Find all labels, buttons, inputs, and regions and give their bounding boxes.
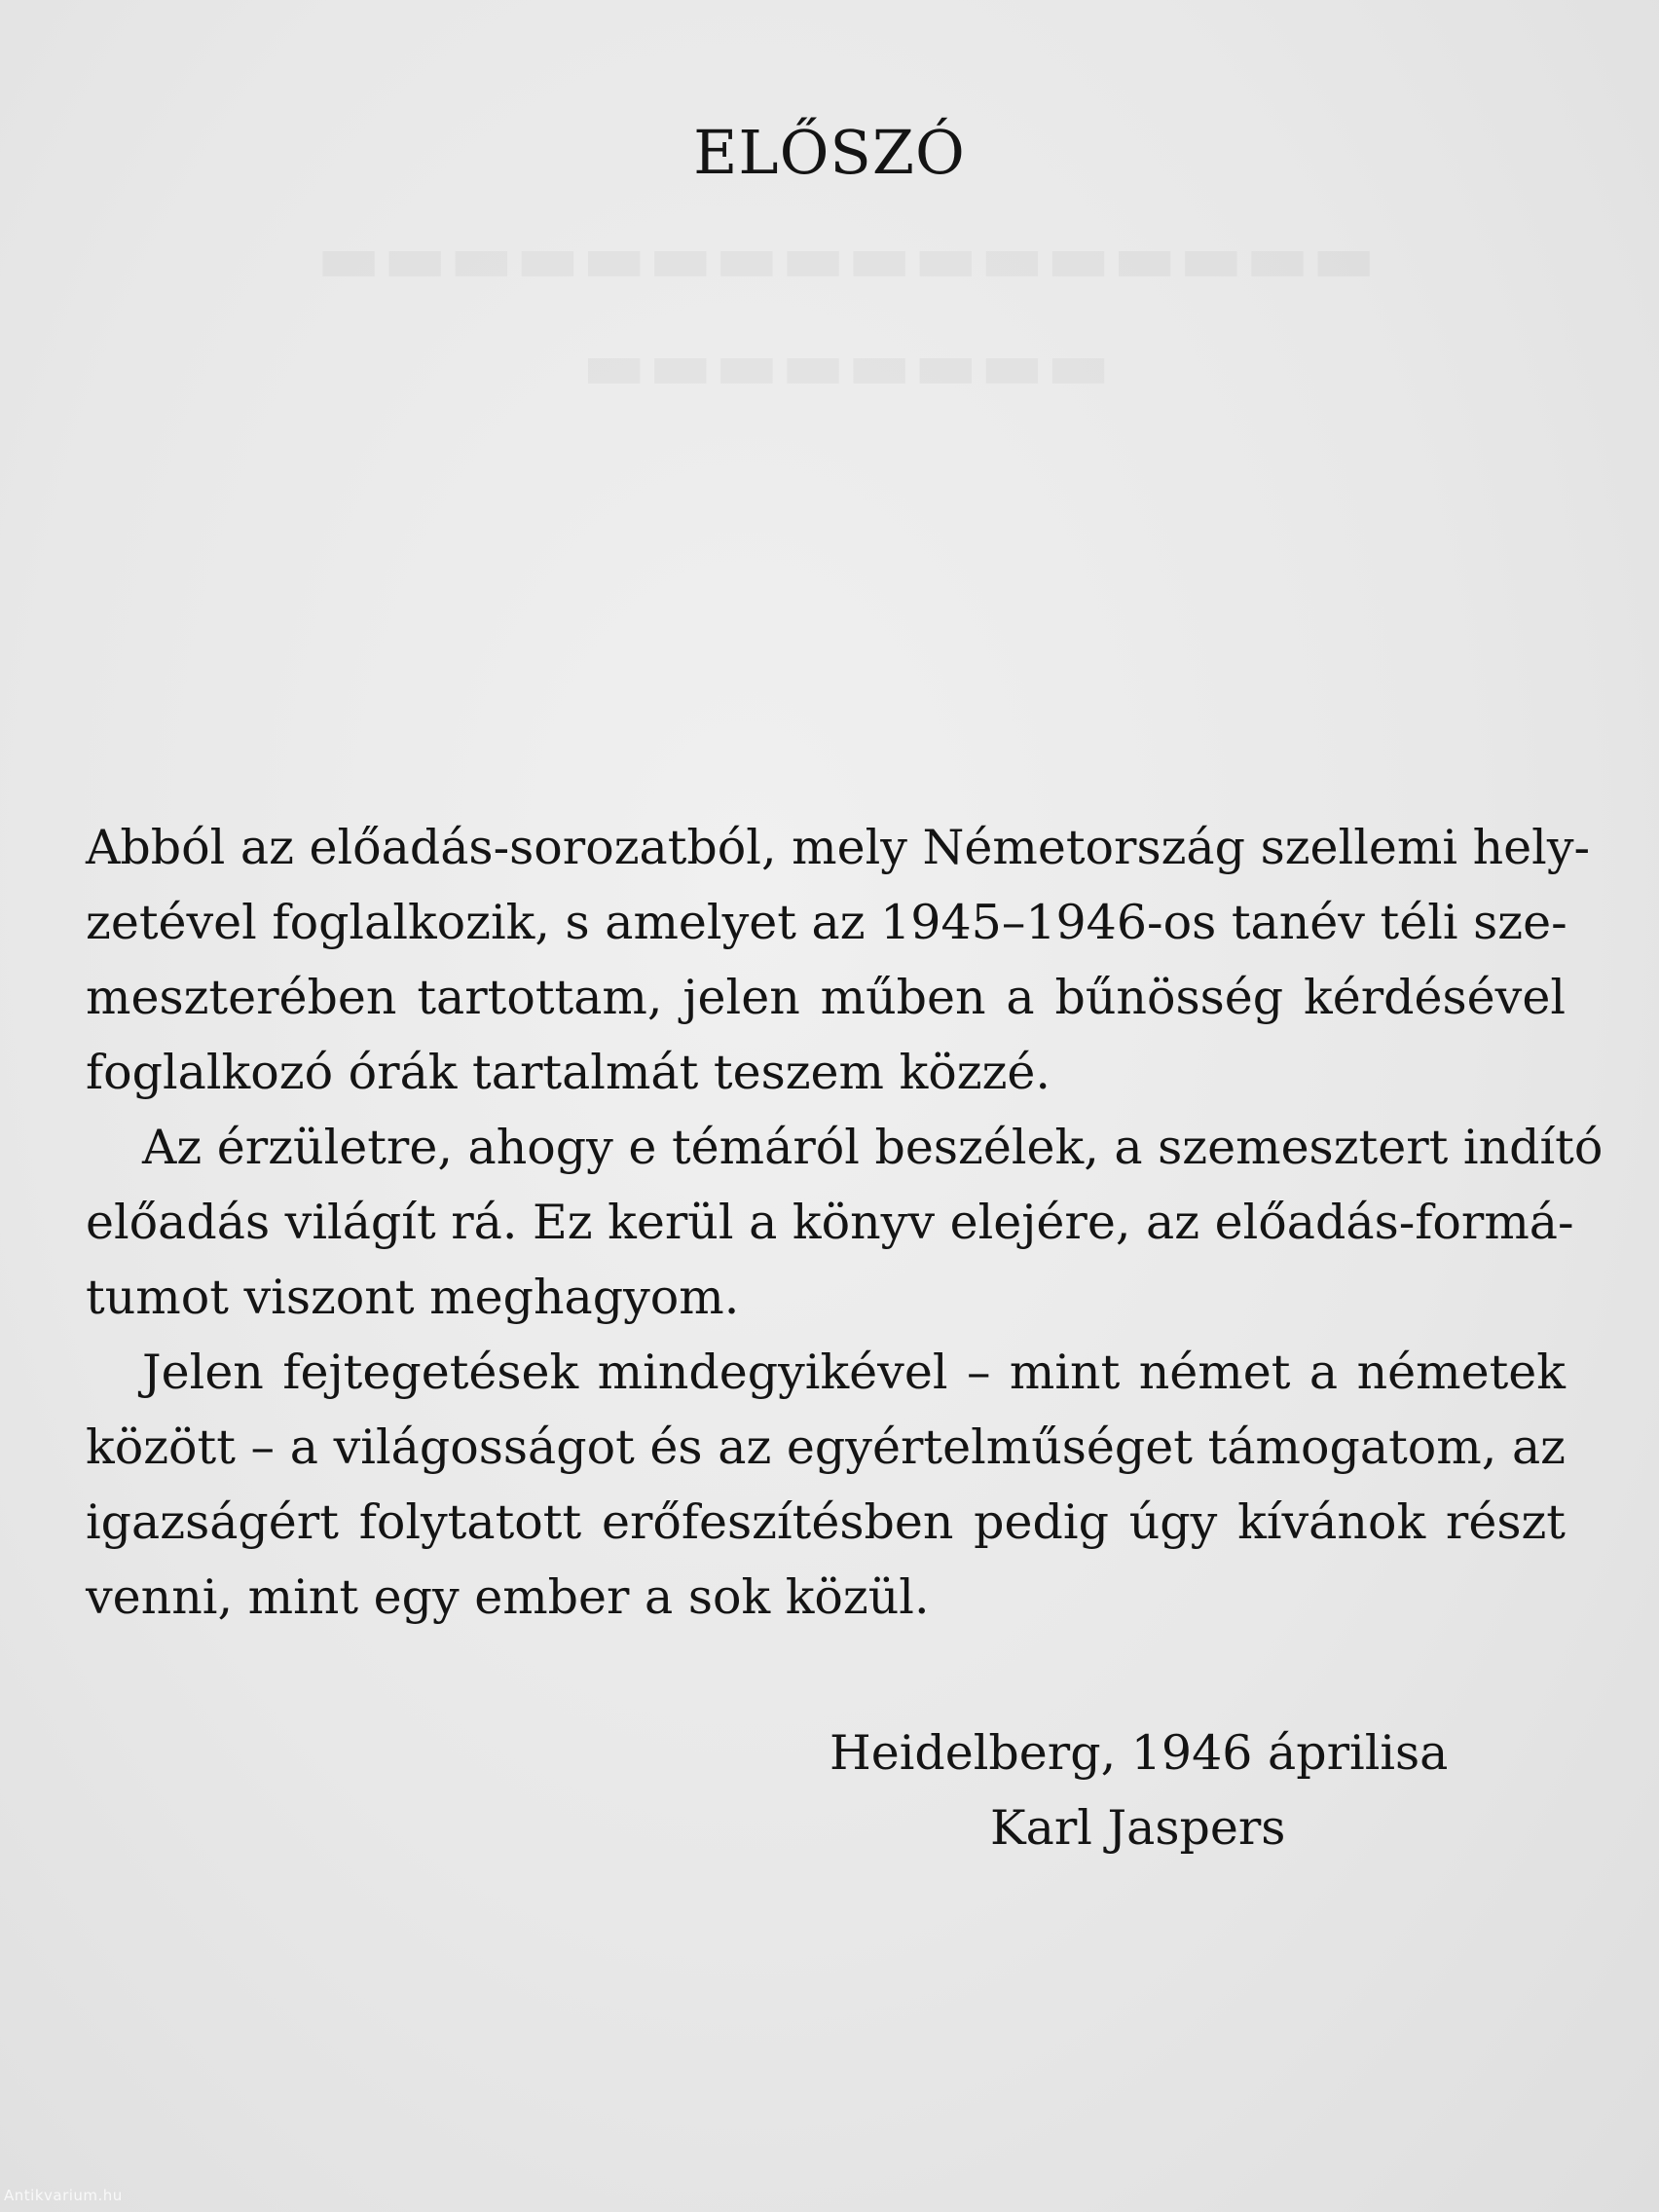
text-line: előadás világít rá. Ez kerül a könyv elejére, az előadás-formá- [86,1195,1574,1250]
text-line: zetével foglalkozik, s amelyet az 1945–1946-os tanév téli sze- [86,895,1567,950]
watermark: Antikvarium.hu [4,2187,123,2204]
text-line: Jelen fejtegetések mindegyikével – mint német a németek [142,1345,1566,1400]
author-name: Karl Jaspers [990,1800,1286,1856]
paragraph-2 [86,1110,1604,1335]
paragraph-3 [86,1335,1566,1635]
text-line: Az érzületre, ahogy e témáról beszélek, a szemesztert indító [142,1120,1604,1175]
text-line: venni, mint egy ember a sok közül. [86,1569,930,1625]
show-through-print [234,204,1460,419]
page-title: ELŐSZÓ [693,117,966,188]
text-line: tumot viszont meghagyom. [86,1270,740,1325]
text-line: meszterében tartottam, jelen műben a bűnösség kérdésével [86,970,1566,1025]
preface-body [86,810,1604,1635]
text-line: igazságért folytatott erőfeszítésben pedig úgy kívánok részt [86,1494,1566,1550]
text-line: foglalkozó órák tartalmát teszem közzé. [86,1045,1051,1100]
text-line: Abból az előadás-sorozatból, mely Németország szellemi hely- [86,820,1591,875]
text-line: között – a világosságot és az egyértelműséget támogatom, az [86,1419,1566,1475]
place-date: Heidelberg, 1946 áprilisa [830,1725,1449,1781]
paragraph-1 [86,810,1591,1110]
